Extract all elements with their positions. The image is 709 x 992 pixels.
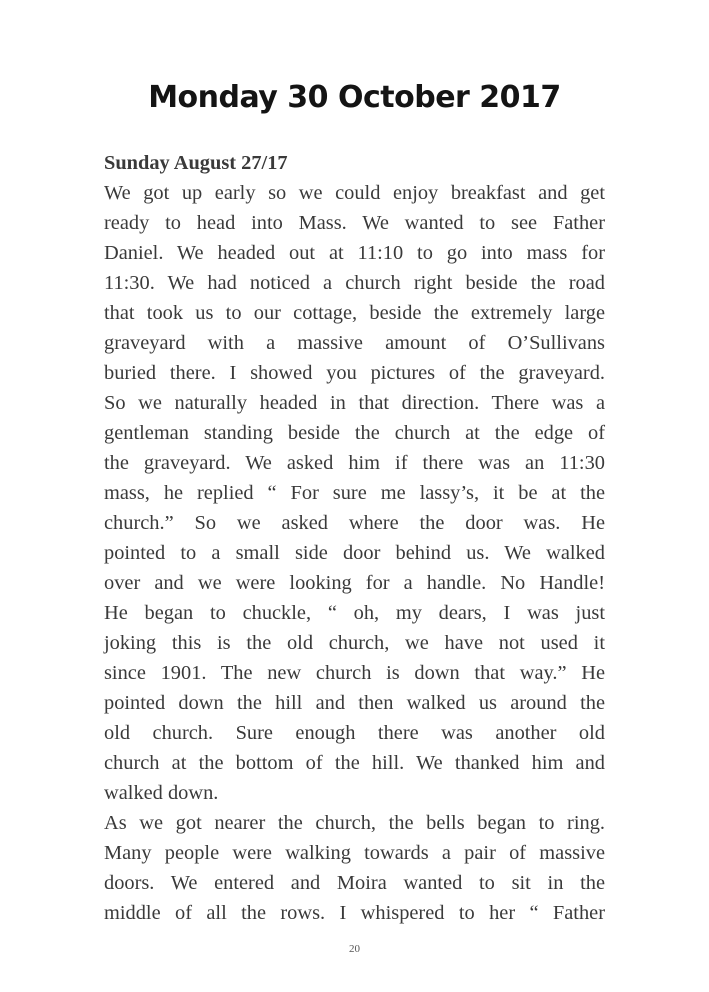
text-line: buried there. I showed you pictures of the graveyard. bbox=[104, 362, 605, 384]
text-line: pointed to a small side door behind us. We walked bbox=[104, 542, 605, 564]
text-line: joking this is the old church, we have not used it bbox=[104, 632, 605, 654]
page-number: 20 bbox=[349, 943, 360, 955]
text-line: Many people were walking towards a pair of massive bbox=[104, 842, 605, 864]
paragraph-2 bbox=[104, 808, 605, 928]
text-line: We got up early so we could enjoy breakfast and get bbox=[104, 182, 605, 204]
paragraph-1 bbox=[104, 178, 605, 808]
text-line: church.” So we asked where the door was. He bbox=[104, 512, 605, 534]
text-line: ready to head into Mass. We wanted to see Father bbox=[104, 212, 605, 234]
page-title: Monday 30 October 2017 bbox=[148, 80, 561, 115]
text-line: Daniel. We headed out at 11:10 to go into mass for bbox=[104, 242, 605, 264]
text-line: the graveyard. We asked him if there was an 11:30 bbox=[104, 452, 605, 474]
text-line: 11:30. We had noticed a church right beside the road bbox=[104, 272, 605, 294]
text-line: middle of all the rows. I whispered to her “ Father bbox=[104, 902, 605, 924]
text-line: since 1901. The new church is down that way.” He bbox=[104, 662, 605, 684]
text-line: that took us to our cottage, beside the extremely large bbox=[104, 302, 605, 324]
text-line: mass, he replied “ For sure me lassy’s, it be at the bbox=[104, 482, 605, 504]
text-line: He began to chuckle, “ oh, my dears, I was just bbox=[104, 602, 605, 624]
text-line: over and we were looking for a handle. No Handle! bbox=[104, 572, 605, 594]
text-line: pointed down the hill and then walked us around the bbox=[104, 692, 605, 714]
text-line: graveyard with a massive amount of O’Sullivans bbox=[104, 332, 605, 354]
text-line: As we got nearer the church, the bells began to ring. bbox=[104, 812, 605, 834]
text-line: gentleman standing beside the church at the edge of bbox=[104, 422, 605, 444]
journal-entry bbox=[104, 148, 605, 928]
entry-date-heading: Sunday August 27/17 bbox=[104, 152, 288, 174]
text-line: So we naturally headed in that direction. There was a bbox=[104, 392, 605, 414]
text-line: church at the bottom of the hill. We thanked him and bbox=[104, 752, 605, 774]
text-line: old church. Sure enough there was another old bbox=[104, 722, 605, 744]
text-line: doors. We entered and Moira wanted to sit in the bbox=[104, 872, 605, 894]
text-line: walked down. bbox=[104, 782, 219, 804]
